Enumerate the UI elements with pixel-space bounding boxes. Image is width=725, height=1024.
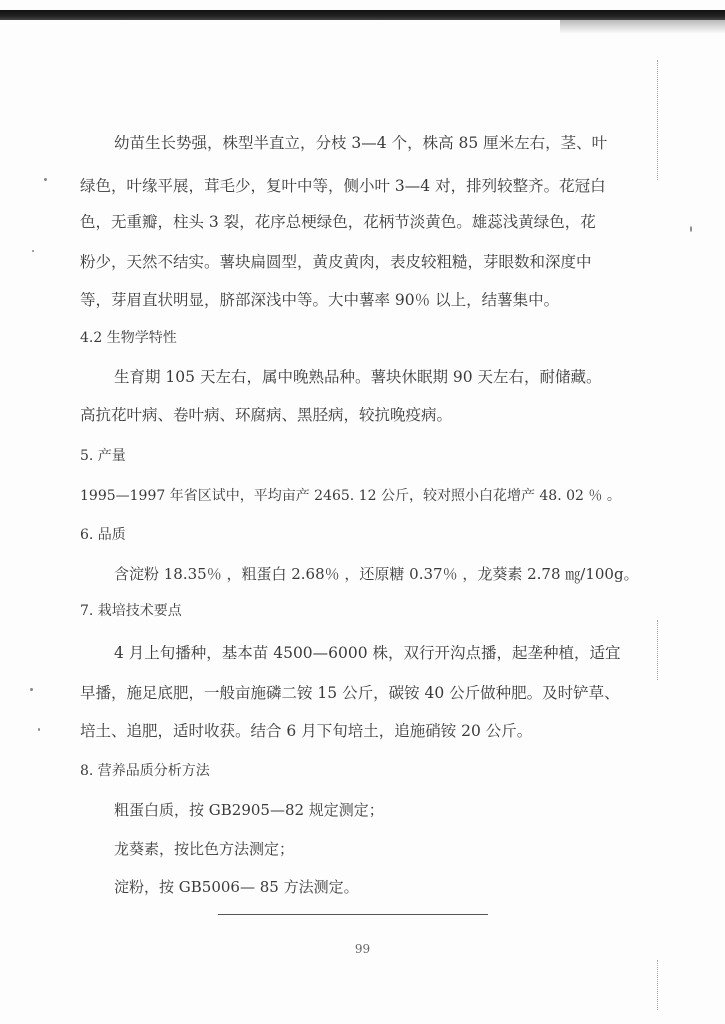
footer-separator xyxy=(218,914,488,915)
scan-speck xyxy=(38,728,40,731)
paragraph-line: 粗蛋白质，按 GB2905—82 规定测定； xyxy=(114,801,384,819)
paragraph-line: 早播，施足底肥，一般亩施磷二铵 15 公斤，碳铵 40 公斤做种肥。及时铲草、 xyxy=(80,684,620,702)
scan-edge-dots xyxy=(657,960,660,1010)
scan-speck xyxy=(32,250,34,252)
scan-shadow xyxy=(560,20,725,34)
paragraph-line: 粉少，天然不结实。薯块扁圆型，黄皮黄肉，表皮较粗糙，芽眼数和深度中 xyxy=(80,253,592,271)
paragraph-line: 色，无重瓣，柱头 3 裂，花序总梗绿色，花柄节淡黄色。雄蕊浅黄绿色，花 xyxy=(80,213,596,231)
paragraph-line: 绿色，叶缘平展，茸毛少，复叶中等，侧小叶 3—4 对，排列较整齐。花冠白 xyxy=(80,177,606,195)
paragraph-line: 1995—1997 年省区试中，平均亩产 2465. 12 公斤，较对照小白花增产 48. 02 ％ 。 xyxy=(80,488,621,504)
scan-edge-dots xyxy=(657,60,660,180)
scan-speck xyxy=(690,226,692,232)
section-heading: 6. 品质 xyxy=(80,527,126,543)
scan-top-border xyxy=(0,10,725,20)
paragraph-line: 淀粉，按 GB5006— 85 方法测定。 xyxy=(114,878,359,896)
page-number: 99 xyxy=(354,942,371,956)
paragraph-line: 高抗花叶病、卷叶病、环腐病、黑胫病，较抗晚疫病。 xyxy=(80,406,453,424)
paragraph-line: 含淀粉 18.35％ ，粗蛋白 2.68％ ，还原糖 0.37％ ，龙葵素 2.78 ㎎/100g。 xyxy=(114,565,639,583)
paragraph-line: 培土、追肥，适时收获。结合 6 月下旬培土，追施硝铵 20 公斤。 xyxy=(80,722,533,740)
paragraph-line: 龙葵素，按比色方法测定； xyxy=(114,840,295,858)
paragraph-line: 生育期 105 天左右，属中晚熟品种。薯块休眠期 90 天左右，耐储藏。 xyxy=(114,368,602,386)
scan-speck xyxy=(44,178,47,181)
paragraph-line: 等，芽眉直状明显，脐部深浅中等。大中薯率 90％ 以上，结薯集中。 xyxy=(80,291,560,309)
paragraph-line: 4 月上旬播种，基本苗 4500—6000 株，双行开沟点播，起垄种植，适宜 xyxy=(114,644,621,662)
section-heading: 8. 营养品质分析方法 xyxy=(80,763,210,779)
section-heading: 7. 栽培技术要点 xyxy=(80,603,182,619)
paragraph-line: 幼苗生长势强，株型半直立，分枝 3—4 个，株高 85 厘米左右，茎、叶 xyxy=(114,134,608,152)
section-heading: 4.2 生物学特性 xyxy=(80,330,177,346)
section-heading: 5. 产量 xyxy=(80,448,126,464)
scan-speck xyxy=(30,688,33,691)
